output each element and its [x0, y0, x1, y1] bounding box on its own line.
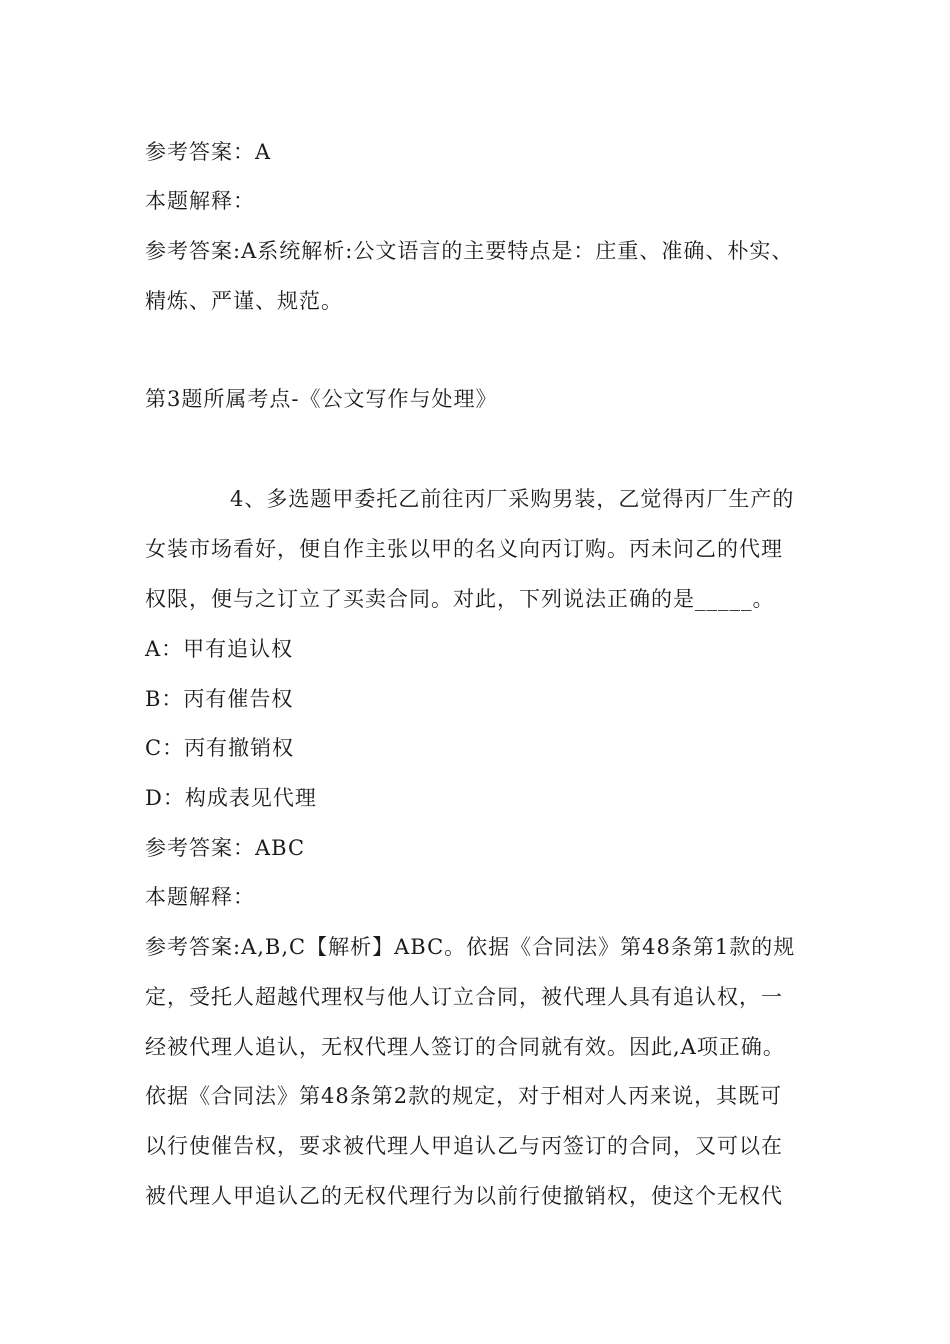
- explanation-text-q4-line4: 依据《合同法》第48条第2款的规定，对于相对人丙来说，其既可: [145, 1084, 783, 1108]
- explanation-label-q4: 本题解释：: [145, 885, 255, 909]
- explanation-text-q2-line2: 精炼、严谨、规范。: [145, 289, 343, 313]
- explanation-text-q4-line5: 以行使催告权，要求被代理人甲追认乙与丙签订的合同，又可以在: [145, 1134, 783, 1158]
- answer-line-q4: 参考答案：ABC: [145, 836, 306, 860]
- explanation-label-q2: 本题解释：: [145, 189, 255, 213]
- explanation-text-q2-line1: 参考答案:A系统解析:公文语言的主要特点是：庄重、准确、朴实、: [145, 239, 794, 263]
- question-text-q4-line2: 女装市场看好，便自作主张以甲的名义向丙订购。丙未问乙的代理: [145, 537, 783, 561]
- question-text-q4-line1: 4、多选题甲委托乙前往丙厂采购男装，乙觉得丙厂生产的: [230, 487, 795, 511]
- option-d: D：构成表见代理: [145, 786, 317, 810]
- option-a: A：甲有追认权: [145, 637, 294, 661]
- option-b: B：丙有催告权: [145, 687, 294, 711]
- explanation-text-q4-line2: 定，受托人超越代理权与他人订立合同，被代理人具有追认权，一: [145, 985, 783, 1009]
- explanation-text-q4-line3: 经被代理人追认，无权代理人签订的合同就有效。因此,A项正确。: [145, 1035, 785, 1059]
- answer-line-q2: 参考答案：A: [145, 140, 272, 164]
- option-c: C：丙有撤销权: [145, 736, 295, 760]
- explanation-text-q4-line1: 参考答案:A,B,C【解析】ABC。依据《合同法》第48条第1款的规: [145, 935, 796, 959]
- question-text-q4-line3: 权限，便与之订立了买卖合同。对此，下列说法正确的是_____。: [145, 587, 775, 611]
- topic-line-q3: 第3题所属考点-《公文写作与处理》: [145, 387, 498, 411]
- explanation-text-q4-line6: 被代理人甲追认乙的无权代理行为以前行使撤销权，使这个无权代: [145, 1184, 783, 1208]
